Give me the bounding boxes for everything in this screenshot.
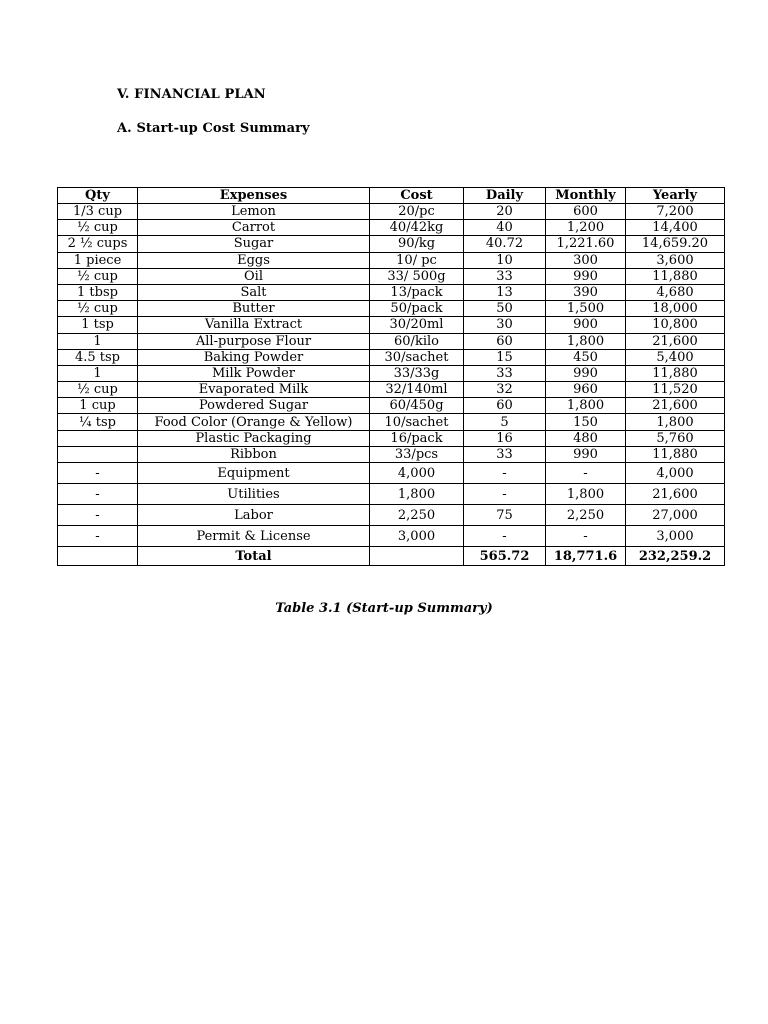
table-row <box>58 284 725 300</box>
cell-qty: 1 <box>58 365 138 381</box>
cell-cost: 10/sachet <box>370 414 464 430</box>
startup-cost-table <box>57 187 725 566</box>
table-row <box>58 301 725 317</box>
cell-yearly: 10,800 <box>626 317 725 333</box>
cell-qty <box>58 430 138 446</box>
table-row <box>58 430 725 446</box>
total-monthly: 18,771.6 <box>546 547 626 566</box>
cell-expense: Carrot <box>138 220 370 236</box>
cell-yearly: 14,400 <box>626 220 725 236</box>
cell-daily: 33 <box>464 446 546 462</box>
cell-daily: 75 <box>464 505 546 526</box>
cell-yearly: 5,760 <box>626 430 725 446</box>
cell-expense: Food Color (Orange & Yellow) <box>138 414 370 430</box>
cell-monthly: 150 <box>546 414 626 430</box>
cell-yearly: 11,880 <box>626 268 725 284</box>
cell-daily: 50 <box>464 301 546 317</box>
cell-daily: - <box>464 526 546 547</box>
cell-monthly: 480 <box>546 430 626 446</box>
cell-monthly: 600 <box>546 204 626 220</box>
cell-monthly: 960 <box>546 382 626 398</box>
cell-cost: 2,250 <box>370 505 464 526</box>
cell-expense: Milk Powder <box>138 365 370 381</box>
cell-expense: Utilities <box>138 484 370 505</box>
cell-qty: - <box>58 463 138 484</box>
cell-yearly: 4,680 <box>626 284 725 300</box>
cell-yearly: 5,400 <box>626 349 725 365</box>
cell-qty: ½ cup <box>58 382 138 398</box>
cell-daily: 40 <box>464 220 546 236</box>
total-label: Total <box>138 547 370 566</box>
table-row <box>58 526 725 547</box>
cell-expense: Evaporated Milk <box>138 382 370 398</box>
cell-qty: 1 cup <box>58 398 138 414</box>
cell-yearly: 11,880 <box>626 446 725 462</box>
table-body <box>58 204 725 566</box>
table-row <box>58 446 725 462</box>
cell-monthly: 990 <box>546 268 626 284</box>
table-row <box>58 365 725 381</box>
cell-cost: 4,000 <box>370 463 464 484</box>
cell-daily: 5 <box>464 414 546 430</box>
cell-qty: 4.5 tsp <box>58 349 138 365</box>
cell-yearly: 21,600 <box>626 484 725 505</box>
cell-expense: Sugar <box>138 236 370 252</box>
cell-cost: 1,800 <box>370 484 464 505</box>
cell-monthly: 1,800 <box>546 484 626 505</box>
header-expenses: Expenses <box>138 188 370 204</box>
cell-cost: 40/42kg <box>370 220 464 236</box>
cell-daily: 15 <box>464 349 546 365</box>
table-row <box>58 505 725 526</box>
cell-monthly: 1,221.60 <box>546 236 626 252</box>
cell-cost: 30/20ml <box>370 317 464 333</box>
cell-qty <box>58 446 138 462</box>
cell-daily: 13 <box>464 284 546 300</box>
cell-qty: 1/3 cup <box>58 204 138 220</box>
table-row <box>58 382 725 398</box>
table-header-row <box>58 188 725 204</box>
cell-yearly: 21,600 <box>626 333 725 349</box>
table-row <box>58 333 725 349</box>
cell-cost: 3,000 <box>370 526 464 547</box>
cell-yearly: 18,000 <box>626 301 725 317</box>
cell-expense: Salt <box>138 284 370 300</box>
cell-expense: Permit & License <box>138 526 370 547</box>
cell-daily: - <box>464 484 546 505</box>
total-daily: 565.72 <box>464 547 546 566</box>
cell-qty: ½ cup <box>58 301 138 317</box>
table-row <box>58 398 725 414</box>
cell-expense: All-purpose Flour <box>138 333 370 349</box>
cell-cost: 20/pc <box>370 204 464 220</box>
cell-cost: 33/ 500g <box>370 268 464 284</box>
cell-monthly: 450 <box>546 349 626 365</box>
cell-monthly: 1,800 <box>546 333 626 349</box>
cell-yearly: 3,600 <box>626 252 725 268</box>
cell-expense: Baking Powder <box>138 349 370 365</box>
total-qty <box>58 547 138 566</box>
cell-monthly: - <box>546 526 626 547</box>
total-row <box>58 547 725 566</box>
cell-cost: 60/kilo <box>370 333 464 349</box>
total-cost <box>370 547 464 566</box>
header-qty: Qty <box>58 188 138 204</box>
header-daily: Daily <box>464 188 546 204</box>
cell-yearly: 3,000 <box>626 526 725 547</box>
cell-yearly: 4,000 <box>626 463 725 484</box>
cell-cost: 50/pack <box>370 301 464 317</box>
cell-qty: - <box>58 526 138 547</box>
cell-yearly: 11,520 <box>626 382 725 398</box>
cell-qty: - <box>58 484 138 505</box>
cell-expense: Oil <box>138 268 370 284</box>
cell-daily: 30 <box>464 317 546 333</box>
cell-daily: 33 <box>464 365 546 381</box>
cell-expense: Plastic Packaging <box>138 430 370 446</box>
header-cost: Cost <box>370 188 464 204</box>
cell-qty: ½ cup <box>58 220 138 236</box>
cell-daily: - <box>464 463 546 484</box>
cell-qty: ¼ tsp <box>58 414 138 430</box>
table-row <box>58 268 725 284</box>
cell-cost: 16/pack <box>370 430 464 446</box>
cell-yearly: 11,880 <box>626 365 725 381</box>
cell-cost: 33/33g <box>370 365 464 381</box>
cell-qty: 1 tsp <box>58 317 138 333</box>
cell-yearly: 14,659.20 <box>626 236 725 252</box>
cell-monthly: 1,200 <box>546 220 626 236</box>
cell-yearly: 21,600 <box>626 398 725 414</box>
cell-daily: 40.72 <box>464 236 546 252</box>
cell-expense: Labor <box>138 505 370 526</box>
cell-yearly: 27,000 <box>626 505 725 526</box>
cell-monthly: - <box>546 463 626 484</box>
cell-cost: 32/140ml <box>370 382 464 398</box>
cell-monthly: 990 <box>546 365 626 381</box>
cell-cost: 33/pcs <box>370 446 464 462</box>
cell-monthly: 900 <box>546 317 626 333</box>
cell-expense: Lemon <box>138 204 370 220</box>
cell-daily: 60 <box>464 333 546 349</box>
cell-qty: ½ cup <box>58 268 138 284</box>
cell-cost: 30/sachet <box>370 349 464 365</box>
cell-daily: 60 <box>464 398 546 414</box>
cell-monthly: 300 <box>546 252 626 268</box>
table-row <box>58 484 725 505</box>
table-row <box>58 349 725 365</box>
section-heading: V. FINANCIAL PLAN <box>117 87 266 102</box>
cell-expense: Butter <box>138 301 370 317</box>
header-yearly: Yearly <box>626 188 725 204</box>
table-row <box>58 236 725 252</box>
cell-expense: Vanilla Extract <box>138 317 370 333</box>
table-row <box>58 220 725 236</box>
table-row <box>58 317 725 333</box>
cell-qty: 2 ½ cups <box>58 236 138 252</box>
cell-monthly: 1,800 <box>546 398 626 414</box>
cell-daily: 33 <box>464 268 546 284</box>
header-monthly: Monthly <box>546 188 626 204</box>
cell-cost: 90/kg <box>370 236 464 252</box>
cell-daily: 10 <box>464 252 546 268</box>
cell-expense: Eggs <box>138 252 370 268</box>
cell-daily: 20 <box>464 204 546 220</box>
table-row <box>58 204 725 220</box>
subsection-heading: A. Start-up Cost Summary <box>117 121 310 136</box>
table-row <box>58 463 725 484</box>
cell-qty: 1 <box>58 333 138 349</box>
table-row <box>58 414 725 430</box>
cell-qty: 1 tbsp <box>58 284 138 300</box>
total-yearly: 232,259.2 <box>626 547 725 566</box>
cell-daily: 16 <box>464 430 546 446</box>
cell-expense: Powdered Sugar <box>138 398 370 414</box>
cell-monthly: 1,500 <box>546 301 626 317</box>
cell-qty: - <box>58 505 138 526</box>
cell-monthly: 390 <box>546 284 626 300</box>
cell-cost: 13/pack <box>370 284 464 300</box>
cell-yearly: 7,200 <box>626 204 725 220</box>
cell-cost: 60/450g <box>370 398 464 414</box>
table-row <box>58 252 725 268</box>
table-caption: Table 3.1 (Start-up Summary) <box>275 601 493 616</box>
cell-qty: 1 piece <box>58 252 138 268</box>
cell-monthly: 990 <box>546 446 626 462</box>
cell-expense: Ribbon <box>138 446 370 462</box>
cell-daily: 32 <box>464 382 546 398</box>
cell-yearly: 1,800 <box>626 414 725 430</box>
cell-expense: Equipment <box>138 463 370 484</box>
cell-monthly: 2,250 <box>546 505 626 526</box>
cell-cost: 10/ pc <box>370 252 464 268</box>
